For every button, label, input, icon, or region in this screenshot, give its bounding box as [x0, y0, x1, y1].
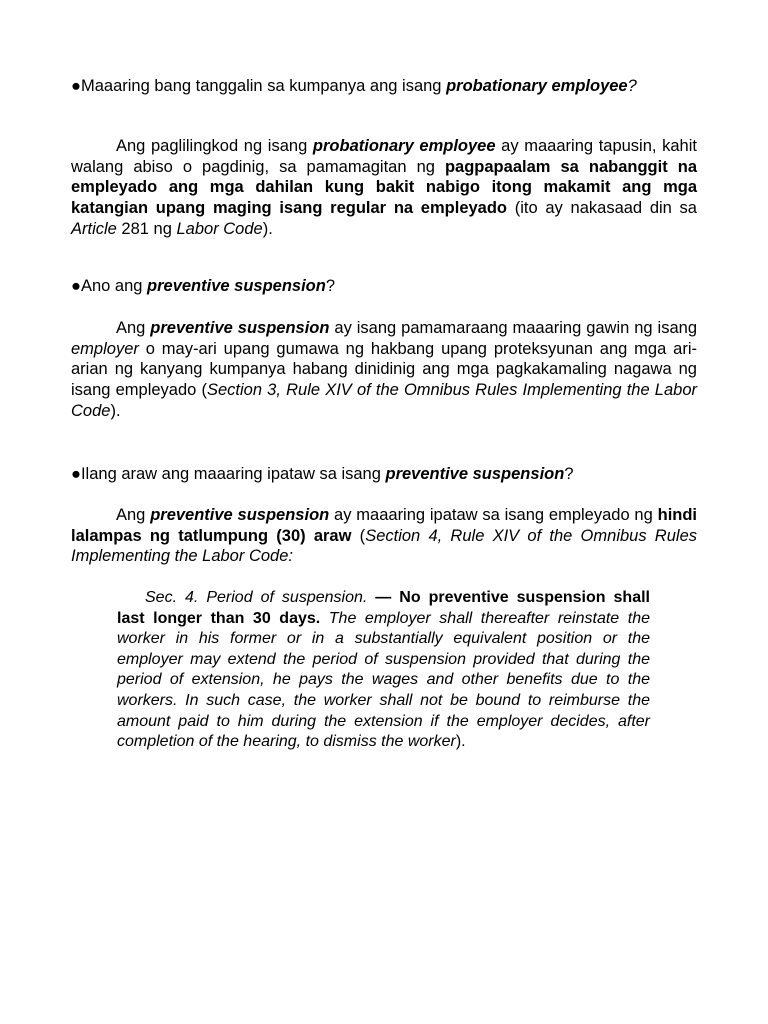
text-run: Ang paglilingkod ng isang [116, 137, 313, 155]
citation: Section 4, Rule XIV of the Omnibus Rules Implementing the Labor Code: [71, 526, 697, 566]
answer-probationary-dismissal [71, 136, 697, 240]
text-run: ). [110, 401, 121, 420]
bullet-icon: ● [71, 77, 81, 95]
quote-heading: Sec. 4. Period of suspension. [145, 589, 376, 606]
quote-bold-rule: — No preventive suspension shall last longer than 30 days. [117, 589, 650, 627]
text-run: Ang [116, 319, 151, 337]
text-run: ay maaaring tapusin, kahit walang abiso o pagdinig, sa pamamagitan ng [71, 137, 697, 176]
text-run: ( [351, 526, 366, 545]
italic-term: employer [71, 339, 139, 358]
question-mark: ? [627, 77, 637, 95]
emphasis-term: preventive suspension [150, 319, 330, 337]
italic-term: Article [71, 219, 117, 238]
question-suspension-duration [71, 464, 574, 484]
text-run: 281 ng [116, 219, 177, 238]
question-term: preventive suspension [385, 465, 565, 483]
question-term: probationary employee [446, 77, 628, 95]
bold-clause: hindi lalampas ng tatlumpung (30) araw [71, 506, 698, 545]
text-run: ay isang pamamaraang maaaring gawin ng isang [329, 319, 697, 337]
citation: Section 3, Rule XIV of the Omnibus Rules Implementing the Labor Code [71, 381, 698, 420]
question-text: Maaaring bang tanggalin sa kumpanya ang isang [80, 77, 447, 95]
question-probationary-dismissal [71, 76, 637, 96]
question-preventive-suspension [71, 276, 335, 296]
quoted-section-4 [117, 588, 650, 753]
quote-body: The employer shall thereafter reinstate the worker in his former or in a substantially equivalent position or the employer may extend the period of suspension provided that during the period of extension, he pays the wages and other benefits due to the workers. In such case, the worker shall not be bound to reimburse the amount paid to him during the extension if the employer decides, after completion of the hearing, to dismiss the worker [117, 609, 650, 751]
question-mark: ? [564, 465, 574, 483]
text-run: (ito ay nakasaad din sa [507, 199, 697, 218]
question-term: preventive suspension [147, 277, 326, 295]
text-run: Ang [116, 506, 151, 524]
quote-close: ). [455, 733, 466, 751]
question-text: Ilang araw ang maaaring ipataw sa isang [80, 465, 386, 483]
answer-preventive-suspension [71, 318, 697, 422]
bullet-icon: ● [71, 465, 81, 483]
text-run: ). [262, 219, 273, 238]
question-text: Ano ang [80, 277, 148, 295]
bold-clause: pagpapaalam sa nabanggit na empleyado ang mga dahilan kung bakit nabigo itong makamit ang mga katangian upang maging isang regular na empleyado [71, 157, 697, 218]
answer-suspension-duration [71, 505, 697, 567]
question-mark: ? [325, 277, 336, 295]
bullet-icon: ● [71, 277, 81, 295]
emphasis-term: probationary employee [312, 137, 496, 155]
text-run: o may-ari upang gumawa ng hakbang upang proteksyunan ang mga ari-arian ng kanyang kumpanya habang dinidinig ang mga pagkakamaling nagawa ng isang empleyado ( [71, 339, 697, 400]
text-run: ay maaaring ipataw sa isang empleyado ng [329, 506, 658, 524]
italic-term: Labor Code [176, 219, 263, 238]
emphasis-term: preventive suspension [150, 506, 330, 524]
